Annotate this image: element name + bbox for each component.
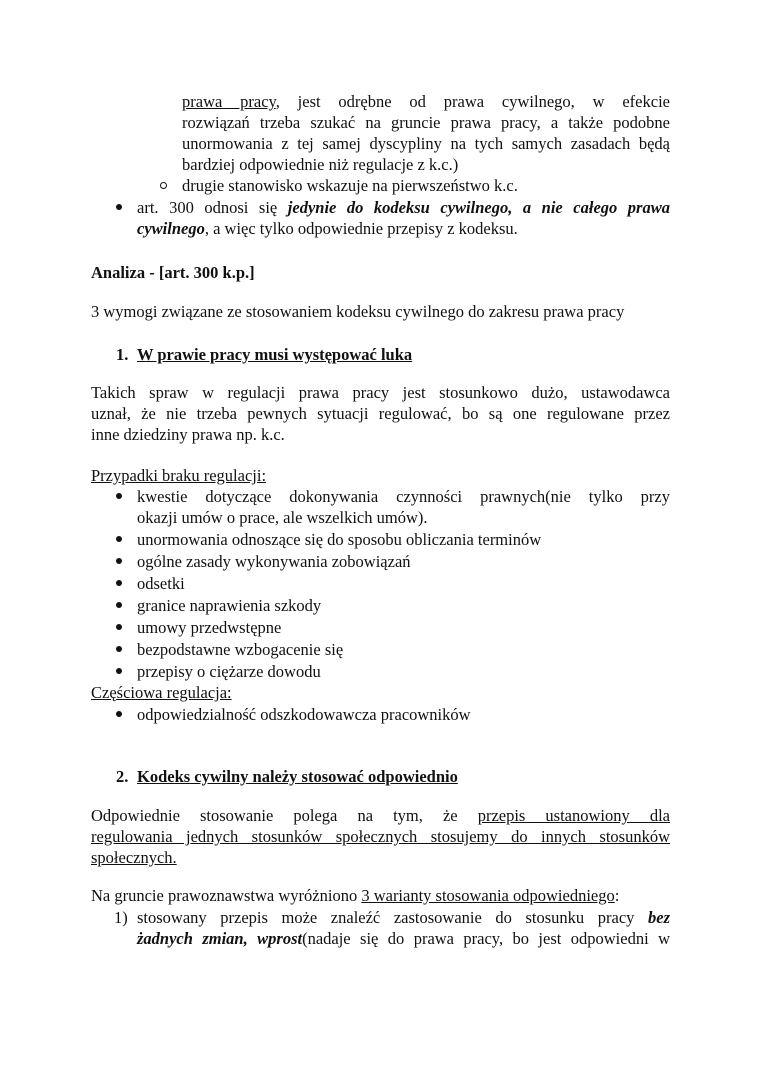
analysis-heading: Analiza - [art. 300 k.p.] <box>91 263 255 282</box>
list-item-1-line-2: okazji umów o prace, ale wszelkich umów). <box>137 508 428 527</box>
list-item: unormowania odnoszące się do sposobu obliczania terminów <box>137 530 542 549</box>
bullet-icon <box>116 558 122 564</box>
bullet-icon <box>116 624 122 630</box>
bullet-icon <box>116 536 122 542</box>
section-2-paragraph-line-3: społecznych. <box>91 848 177 867</box>
bullet-icon <box>116 493 122 499</box>
continued-paragraph-line-3: unormowania z tej samej dyscypliny na tych samych zasadach będą <box>182 134 670 153</box>
bullet-icon <box>116 646 122 652</box>
section-2-paragraph-line-1: Odpowiednie stosowanie polega na tym, że przepis ustanowiony dla <box>91 806 670 825</box>
section-2-title: Kodeks cywilny należy stosować odpowiednio <box>137 767 458 786</box>
variant-1-line-1: stosowany przepis może znaleźć zastosowanie do stosunku pracy bez <box>137 908 670 927</box>
variant-1-number: 1) <box>114 908 128 927</box>
section-2-number: 2. <box>116 767 129 786</box>
bullet-icon <box>116 668 122 674</box>
list-item: odsetki <box>137 574 185 593</box>
list-item: przepisy o ciężarze dowodu <box>137 662 321 681</box>
section-1-title: W prawie pracy musi występować luka <box>137 345 413 364</box>
list-item: umowy przedwstępne <box>137 618 282 637</box>
list-item: bezpodstawne wzbogacenie się <box>137 640 344 659</box>
section-1-paragraph-line-3: inne dziedziny prawa np. k.c. <box>91 425 285 444</box>
section-1-paragraph-line-2: uznał, że nie trzeba pewnych sytuacji regulować, bo są one regulowane przez <box>91 404 670 423</box>
analysis-intro: 3 wymogi związane ze stosowaniem kodeksu cywilnego do zakresu prawa pracy <box>91 302 625 321</box>
partial-regulation-heading: Częściowa regulacja: <box>91 683 232 702</box>
variants-intro: Na gruncie prawoznawstwa wyróżniono 3 warianty stosowania odpowiedniego: <box>91 886 620 905</box>
sub-list-item: drugie stanowisko wskazuje na pierwszeństwo k.c. <box>182 176 518 195</box>
bullet-icon <box>116 204 122 210</box>
bullet-icon <box>116 711 122 717</box>
list-item: granice naprawienia szkody <box>137 596 322 615</box>
continued-paragraph-line-1: prawa pracy, jest odrębne od prawa cywilnego, w efekcie <box>182 92 670 111</box>
bullet-icon <box>116 580 122 586</box>
labor-law-link-text: prawa pracy <box>182 92 276 111</box>
list-item: ogólne zasady wykonywania zobowiązań <box>137 552 411 571</box>
partial-regulation-item: odpowiedzialność odszkodowawcza pracowników <box>137 705 471 724</box>
variant-1-line-2: żadnych zmian, wprost(nadaje się do prawa pracy, bo jest odpowiedni w <box>137 929 670 948</box>
missing-regulation-heading: Przypadki braku regulacji: <box>91 466 267 485</box>
bullet-icon <box>116 602 122 608</box>
list-item-1-line-1: kwestie dotyczące dokonywania czynności prawnych(nie tylko przy <box>137 487 670 506</box>
section-2-paragraph-line-2: regulowania jednych stosunków społecznych stosujemy do innych stosunków <box>91 827 670 846</box>
art-300-line-2: cywilnego, a więc tylko odpowiednie przepisy z kodeksu. <box>137 219 518 238</box>
section-1-number: 1. <box>116 345 129 364</box>
continued-paragraph-line-4: bardziej odpowiednie niż regulacje z k.c.) <box>182 155 459 174</box>
continued-paragraph-line-2: rozwiązań trzeba szukać na gruncie prawa pracy, a także podobne <box>182 113 670 132</box>
art-300-line-1: art. 300 odnosi się jedynie do kodeksu cywilnego, a nie całego prawa <box>137 198 670 217</box>
hollow-bullet-icon <box>160 182 167 189</box>
section-1-paragraph-line-1: Takich spraw w regulacji prawa pracy jest stosunkowo dużo, ustawodawca <box>91 383 670 402</box>
